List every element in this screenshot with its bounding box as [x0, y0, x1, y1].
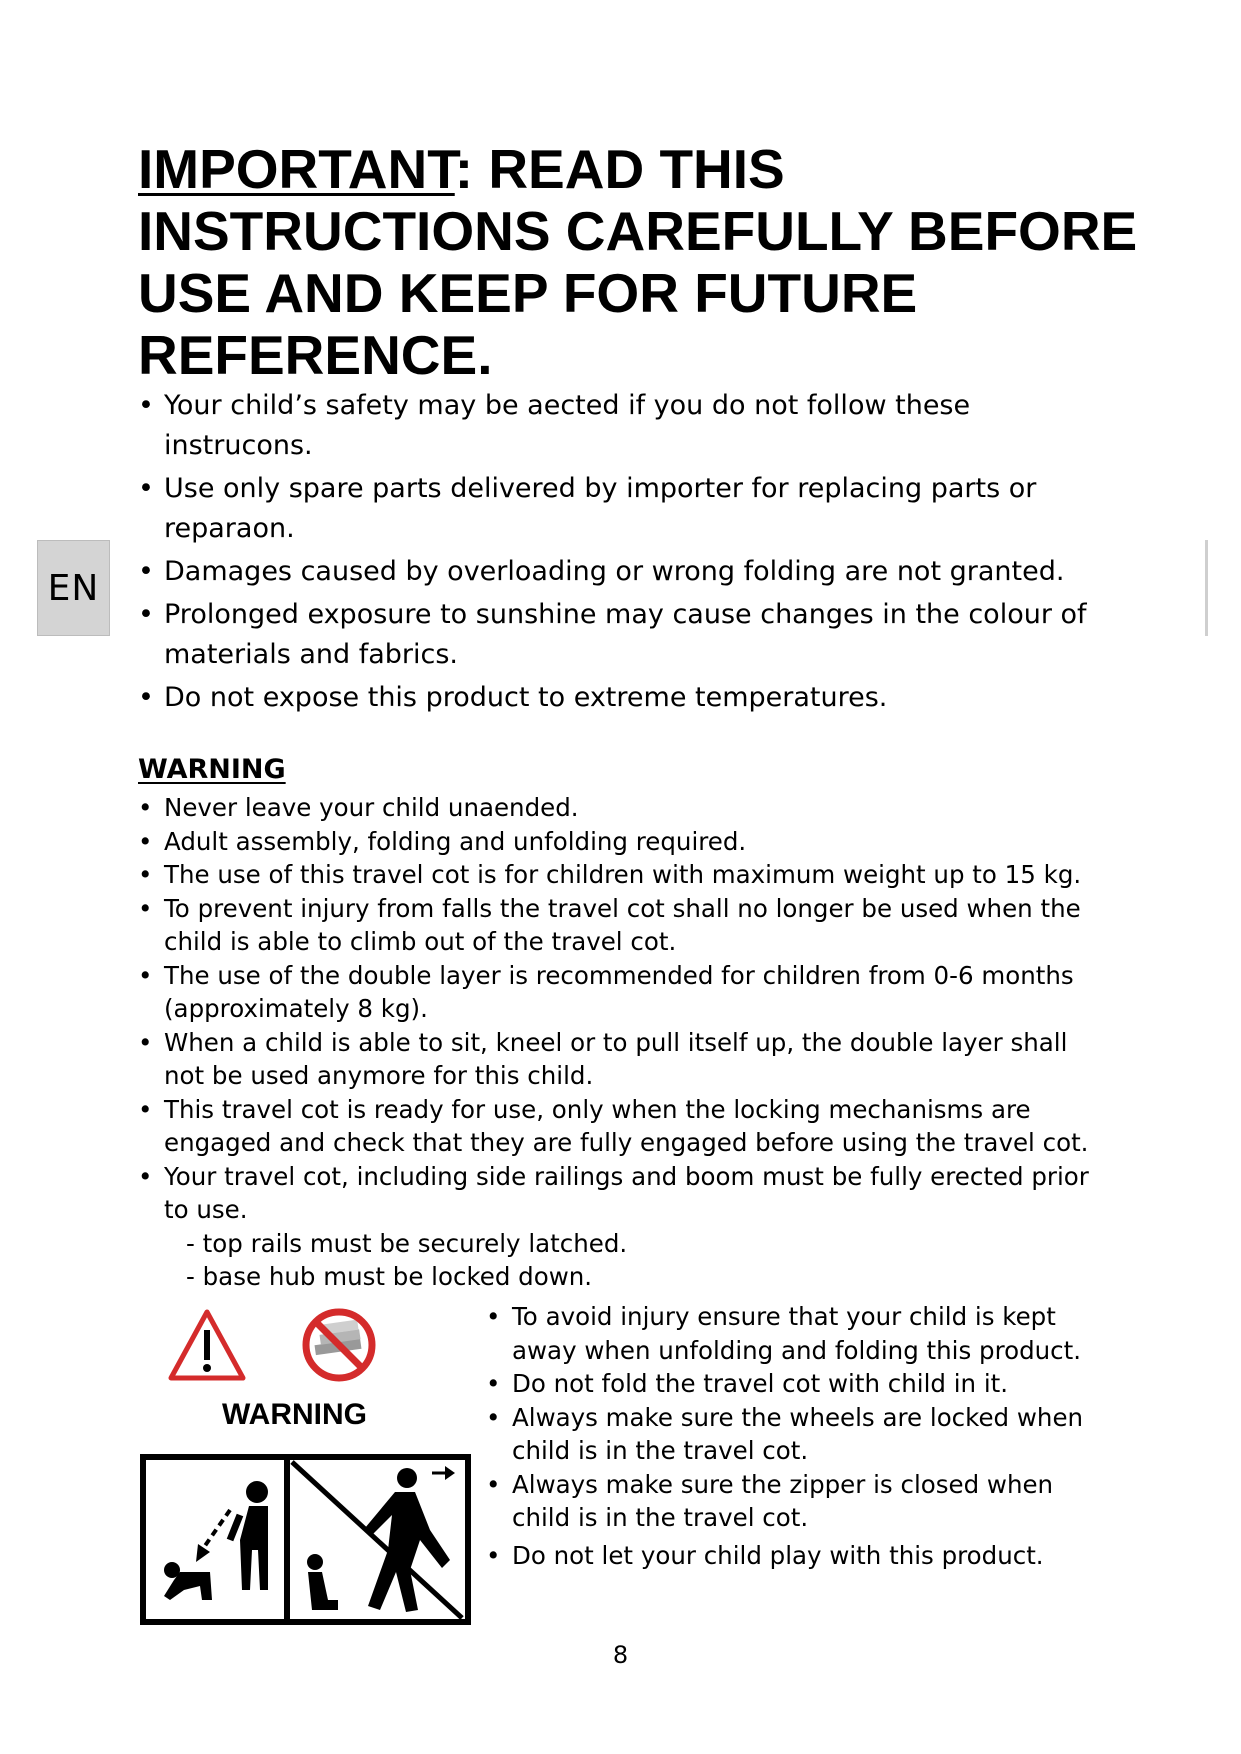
- list-item: • The use of the double layer is recommended for children from 0-6 months (approximately 8 kg).: [138, 959, 1113, 1026]
- list-item: • To prevent injury from falls the travel cot shall no longer be used when the child is able to climb out of the travel cot.: [138, 892, 1113, 959]
- list-item: • Damages caused by overloading or wrong folding are not granted.: [138, 552, 1098, 592]
- list-item: • The use of this travel cot is for children with maximum weight up to 15 kg.: [138, 858, 1113, 892]
- page-number: 8: [612, 1641, 629, 1669]
- list-item: • Do not let your child play with this product.: [486, 1539, 1116, 1573]
- pictogram-label: WARNING: [222, 1398, 367, 1431]
- warning-pictograms: [140, 1300, 480, 1630]
- title-rest: : READ THIS INSTRUCTIONS CAREFULLY BEFORE USE AND KEEP FOR FUTURE REFERENCE.: [138, 138, 1138, 386]
- list-item: • Your child’s safety may be aected if you do not follow these instrucons.: [138, 386, 1098, 466]
- page-edge-marker: [1205, 540, 1208, 636]
- list-item: • Adult assembly, folding and unfolding required.: [138, 825, 1113, 859]
- language-tab: EN: [37, 540, 110, 636]
- list-item: • Never leave your child unaended.: [138, 791, 1113, 825]
- list-item: • This travel cot is ready for use, only when the locking mechanisms are engaged and check that they are fully engaged before using the travel cot.: [138, 1093, 1113, 1160]
- list-item: • Use only spare parts delivered by importer for replacing parts or reparaon.: [138, 469, 1098, 549]
- side-warning-list: [486, 1300, 1116, 1572]
- list-item: • Always make sure the wheels are locked when child is in the travel cot.: [486, 1401, 1116, 1468]
- list-item: • Prolonged exposure to sunshine may cause changes in the colour of materials and fabrics.: [138, 595, 1098, 675]
- intro-list: [138, 386, 1098, 721]
- no-stacking-icon: [306, 1312, 372, 1378]
- sub-item: - base hub must be locked down.: [186, 1262, 593, 1291]
- page-title: [138, 138, 1138, 386]
- warning-triangle-icon: [171, 1312, 243, 1378]
- sub-item: - top rails must be securely latched.: [186, 1228, 628, 1258]
- list-item: • Do not expose this product to extreme temperatures.: [138, 678, 1098, 718]
- title-important: IMPORTANT: [138, 138, 455, 200]
- list-item: • Do not fold the travel cot with child in it.: [486, 1367, 1116, 1401]
- warning-list: [138, 791, 1113, 1294]
- list-item: • To avoid injury ensure that your child is kept away when unfolding and folding this product.: [486, 1300, 1116, 1367]
- list-item: • When a child is able to sit, kneel or to pull itself up, the double layer shall not be used anymore for this child.: [138, 1026, 1113, 1093]
- list-item: • Your travel cot, including side railings and boom must be fully erected prior to use.: [138, 1160, 1113, 1227]
- list-item: • Always make sure the zipper is closed when child is in the travel cot.: [486, 1468, 1116, 1535]
- warning-heading: WARNING: [138, 754, 286, 785]
- fall-hazard-pictogram: [143, 1457, 468, 1622]
